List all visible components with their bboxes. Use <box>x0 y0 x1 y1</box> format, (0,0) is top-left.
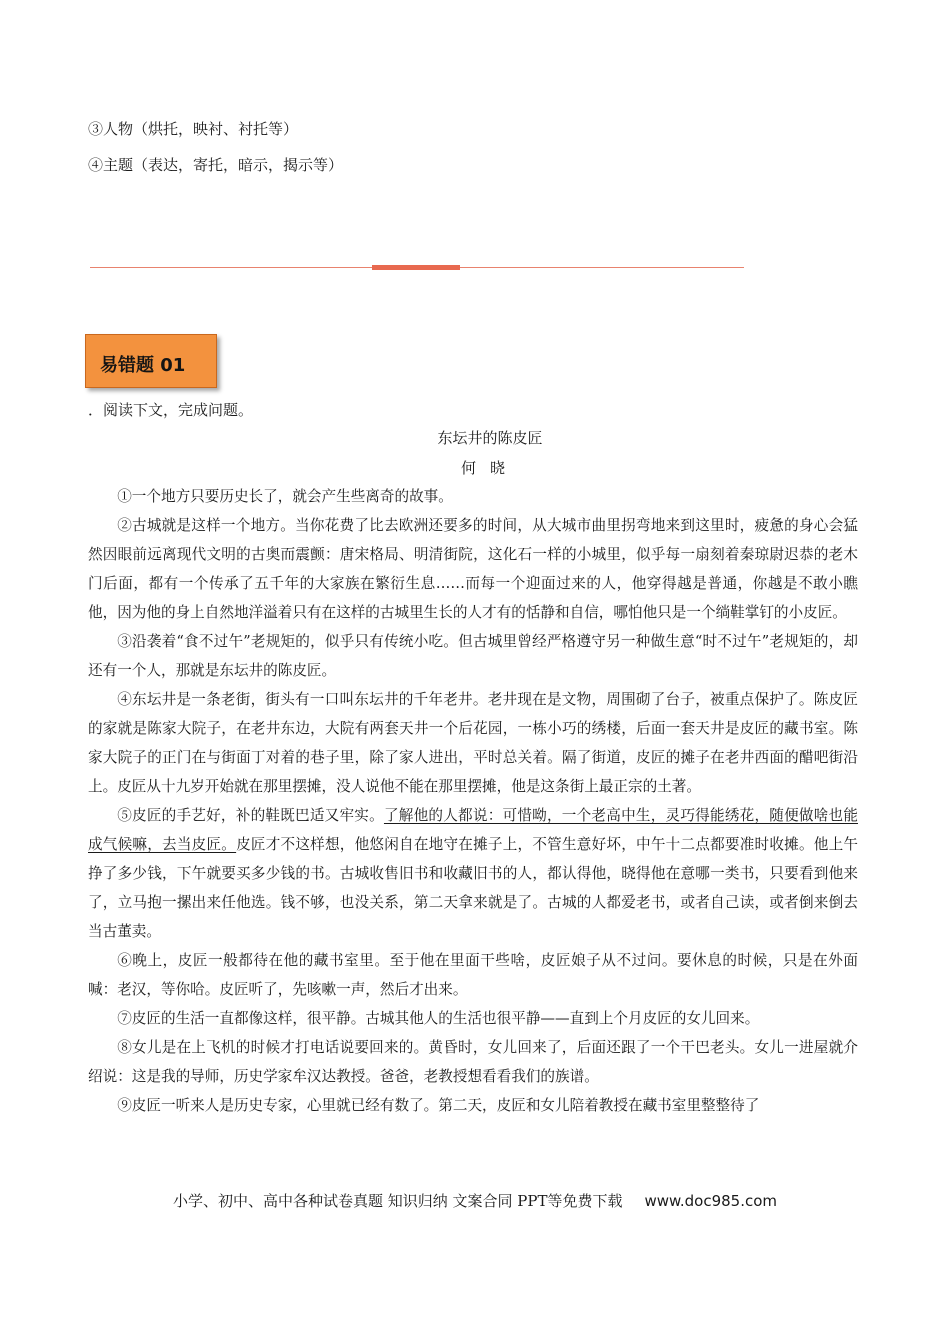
list-line-theme: ④主题（表达，寄托，暗示，揭示等） <box>88 156 344 174</box>
error-prone-badge <box>85 334 217 388</box>
badge-label: 易错题 01 <box>100 355 186 376</box>
paragraph-6: ⑥晚上，皮匠一般都待在他的藏书室里。至于他在里面干些啥，皮匠娘子从不过问。要休息的时候，只是在外面喊：老汉，等你哈。皮匠听了，先咳嗽一声，然后才出来。 <box>88 952 858 998</box>
paragraph-8: ⑧女儿是在上飞机的时候才打电话说要回来的。黄昏时，女儿回来了，后面还跟了一个干巴老头。女儿一进屋就介绍说：这是我的导师，历史学家牟汉达教授。爸爸，老教授想看看我们的族谱。 <box>88 1039 858 1085</box>
paragraph-1: ①一个地方只要历史长了，就会产生些离奇的故事。 <box>117 488 453 505</box>
article-title: 东坛井的陈皮匠 <box>437 429 543 447</box>
paragraph-7: ⑦皮匠的生活一直都像这样，很平静。古城其他人的生活也很平静——直到上个月皮匠的女儿回来。 <box>117 1010 760 1027</box>
paragraph-9: ⑨皮匠一听来人是历史专家，心里就已经有数了。第二天，皮匠和女儿陪着教授在藏书室里整整待了 <box>117 1097 760 1114</box>
paragraph-3: ③沿袭着“食不过午”老规矩的，似乎只有传统小吃。但古城里曾经严格遵守另一种做生意“时不过午”老规矩的，却还有一个人，那就是东坛井的陈皮匠。 <box>88 633 858 679</box>
paragraph-4: ④东坛井是一条老街，街头有一口叫东坛井的千年老井。老井现在是文物，周围砌了台子，被重点保护了。陈皮匠的家就是陈家大院子，在老井东边，大院有两套天井一个后花园，一栋小巧的绣楼，后面一套天井是皮匠的藏书室。陈家大院子的正门在与街面丁对着的巷子里，除了家人进出，平时总关着。隔了街道，皮匠的摊子在老井西面的醋吧街沿上。皮匠从十九岁开始就在那里摆摊，没人说他不能在那里摆摊，他是这条街上最正宗的土著。 <box>88 691 858 795</box>
article-author: 何晓 <box>460 459 519 477</box>
divider-accent <box>372 265 460 270</box>
question-instruction: ．阅读下文，完成问题。 <box>88 401 254 419</box>
paragraph-5-rest: 皮匠才不这样想，他悠闲自在地守在摊子上，不管生意好坏，中午十二点都要准时收摊。他上午挣了多少钱，下午就要买多少钱的书。古城收售旧书和收藏旧书的人，都认得他，晓得他在意哪一类书，只要看到他来了，立马抱一摞出来任他选。钱不够，也没关系，第二天拿来就是了。古城的人都爱老书，或者自己读，或者倒来倒去当古董卖。 <box>88 836 858 940</box>
paragraph-2: ②古城就是这样一个地方。当你花费了比去欧洲还要多的时间，从大城市曲里拐弯地来到这里时，疲惫的身心会猛然因眼前远离现代文明的古奥而震颤：唐宋格局、明清街院，这化石一样的小城里，似乎每一扇刻着秦琼尉迟恭的老木门后面，都有一个传承了五千年的大家族在繁衍生息……而每一个迎面过来的人，他穿得越是普通，你越是不敢小瞧他，因为他的身上自然地洋溢着只有在这样的古城里生长的人才有的恬静和自信，哪怕他只是一个绱鞋掌钉的小皮匠。 <box>88 517 858 621</box>
footer-text: 小学、初中、高中各种试卷真题 知识归纳 文案合同 PPT等免费下载 <box>172 1192 623 1210</box>
article-body <box>88 482 858 1120</box>
paragraph-5 <box>88 801 858 946</box>
list-line-characters: ③人物（烘托，映衬、衬托等） <box>88 120 299 138</box>
page-footer <box>0 1190 950 1211</box>
footer-site-link[interactable]: www.doc985.com <box>644 1192 778 1210</box>
paragraph-5-start: ⑤皮匠的手艺好，补的鞋既巴适又牢实。 <box>117 807 384 824</box>
underlined-sentence: 了解他的人都说：可惜呦，一个老高中生，灵巧得能绣花，随便做啥也能成气候嘛，去当皮匠。 <box>88 807 858 853</box>
